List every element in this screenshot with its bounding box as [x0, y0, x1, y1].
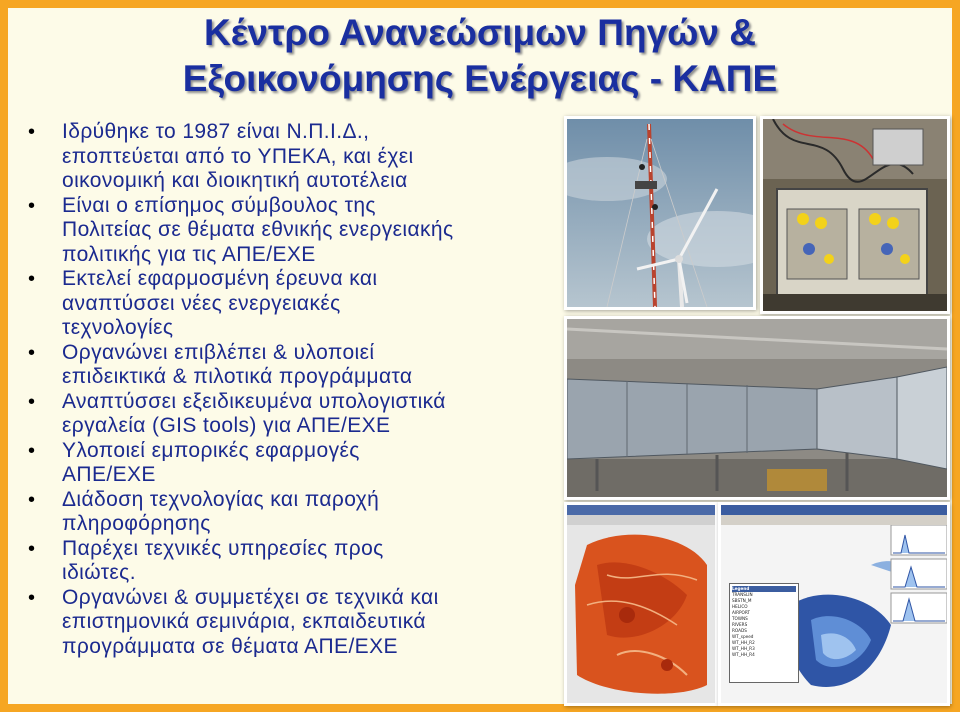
bullet-list [28, 120, 568, 659]
bullet-item: • Εκτελεί εφαρμοσμένη έρευνα και αναπτύσσει νέες ενεργειακές τεχνολογίες [28, 267, 568, 341]
title-line-2: Εξοικονόμησης Ενέργειας - ΚΑΠΕ [182, 58, 778, 99]
slide [8, 8, 952, 704]
bullet-item: • Οργανώνει επιβλέπει & υλοποιεί επιδεικτικά & πιλοτικά προγράμματα [28, 341, 568, 390]
lab-equipment-photo [760, 116, 950, 314]
gis-legend-panel: Legend TRANSLIN SBSTN_M HELICO AIRPORT TOWNS RIVERS ROADS WT_speed WT_HH_R2 WT_HH_R3 WT_HH_R4 [729, 583, 799, 683]
bullet-item: • Οργανώνει & συμμετέχει σε τεχνικά και επιστημονικά σεμινάρια, εκπαιδευτικά προγράμματα σε θέματα ΑΠΕ/ΕΧΕ [28, 586, 568, 660]
bullet-item: • Παρέχει τεχνικές υπηρεσίες προς ιδιώτες. [28, 537, 568, 586]
bullet-item: • Υλοποιεί εμπορικές εφαρμογές ΑΠΕ/ΕΧΕ [28, 439, 568, 488]
bullet-item: • Αναπτύσσει εξειδικευμένα υπολογιστικά εργαλεία (GIS tools) για ΑΠΕ/ΕΧΕ [28, 390, 568, 439]
wind-turbine-photo [564, 116, 756, 310]
title-line-1: Κέντρο Ανανεώσιμων Πηγών & [203, 12, 757, 53]
bullet-item: • Ιδρύθηκε το 1987 είναι Ν.Π.Ι.Δ., εποπτεύεται από το ΥΠΕΚΑ, και έχει οικονομική και διοικητική αυτοτέλεια [28, 120, 568, 194]
wind-tunnel-photo [564, 316, 950, 500]
gis-software-screenshot [718, 502, 950, 706]
slide-title [8, 10, 952, 102]
gis-terrain-map [564, 502, 718, 706]
bullet-item: • Είναι ο επίσημος σύμβουλος της Πολιτείας σε θέματα εθνικής ενεργειακής πολιτικής για τις ΑΠΕ/ΕΧΕ [28, 194, 568, 268]
bullet-item: • Διάδοση τεχνολογίας και παροχή πληροφόρησης [28, 488, 568, 537]
gis-legend-title: Legend [732, 586, 796, 592]
